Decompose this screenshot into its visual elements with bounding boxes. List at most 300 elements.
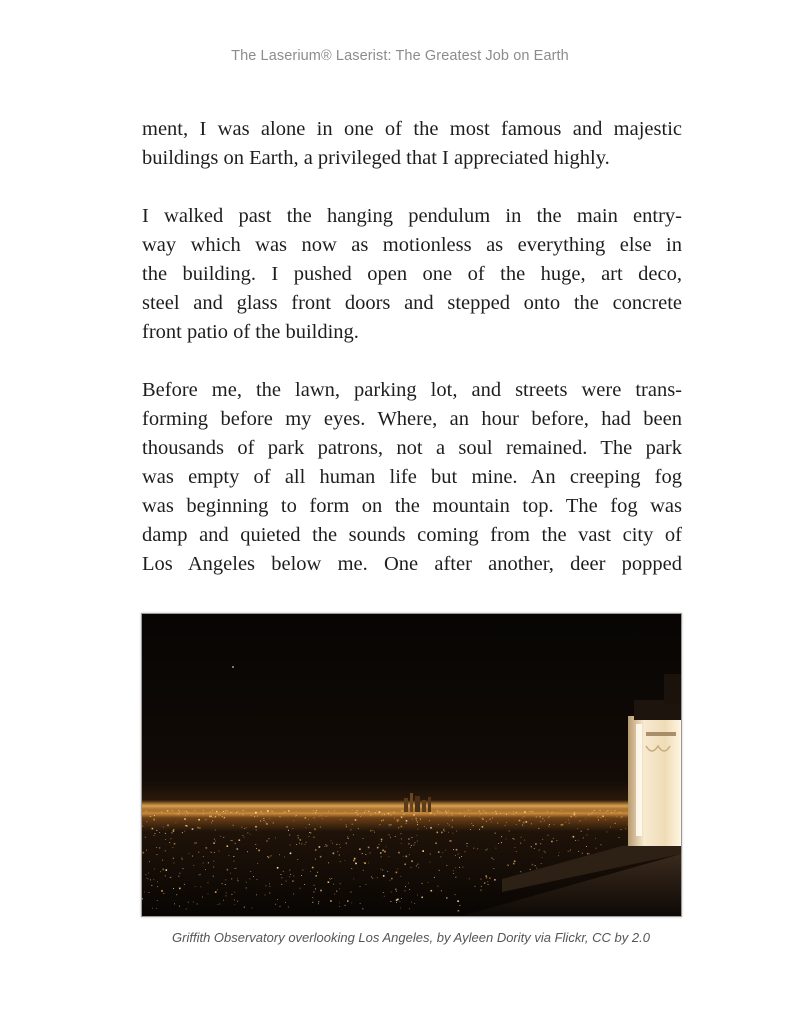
city-light: [173, 813, 174, 814]
city-light: [495, 833, 496, 834]
city-light: [426, 828, 427, 829]
city-light: [540, 816, 541, 817]
city-light: [421, 812, 422, 813]
city-light: [306, 842, 307, 843]
city-light: [578, 851, 579, 852]
city-light: [611, 812, 612, 813]
city-light: [178, 810, 179, 811]
city-light: [444, 831, 445, 832]
city-light: [289, 870, 290, 871]
city-light: [319, 816, 320, 817]
city-light: [343, 813, 344, 814]
city-light: [352, 824, 353, 825]
city-light: [379, 824, 380, 825]
city-light: [495, 811, 496, 812]
city-light: [464, 811, 465, 812]
city-light: [438, 824, 439, 825]
city-light: [269, 893, 270, 894]
city-light: [506, 822, 507, 823]
city-light: [568, 820, 569, 821]
city-light: [157, 854, 158, 855]
city-light: [466, 813, 467, 814]
city-light: [444, 829, 445, 830]
city-light: [556, 840, 557, 841]
city-light: [195, 843, 196, 844]
city-light: [481, 890, 482, 891]
city-light: [142, 826, 143, 827]
city-light: [445, 850, 446, 851]
city-light: [573, 836, 575, 838]
city-light: [404, 814, 405, 815]
city-light: [166, 869, 168, 871]
city-light: [492, 858, 493, 859]
city-light: [196, 810, 197, 811]
city-light: [542, 839, 543, 840]
city-light: [149, 861, 150, 862]
city-light: [493, 868, 494, 869]
city-light: [438, 851, 440, 853]
city-light: [208, 862, 209, 863]
city-light: [315, 812, 317, 814]
city-light: [377, 847, 379, 849]
city-light: [551, 813, 552, 814]
city-light: [394, 818, 395, 819]
city-light: [477, 848, 478, 849]
city-light: [197, 904, 198, 905]
city-light: [536, 868, 537, 869]
city-light: [459, 867, 460, 868]
city-light: [184, 884, 185, 885]
city-light: [381, 841, 382, 842]
city-light: [358, 828, 359, 829]
city-light: [183, 868, 184, 869]
city-light: [479, 816, 480, 817]
city-light: [281, 874, 282, 875]
city-light: [440, 812, 441, 813]
city-light: [505, 825, 506, 826]
city-light: [333, 853, 335, 855]
city-light: [203, 813, 204, 814]
city-light: [318, 901, 319, 902]
city-light: [179, 873, 180, 874]
city-light: [184, 831, 185, 832]
city-light: [418, 867, 419, 868]
city-light: [277, 899, 278, 900]
city-light: [432, 810, 433, 811]
city-light: [570, 816, 572, 818]
city-light: [260, 811, 262, 813]
city-light: [489, 819, 491, 821]
city-light: [331, 841, 332, 842]
city-light: [413, 814, 415, 816]
city-light: [145, 812, 146, 813]
city-light: [241, 827, 242, 828]
city-light: [475, 886, 476, 887]
city-light: [314, 828, 315, 829]
city-light: [154, 820, 155, 821]
city-light: [465, 851, 466, 852]
city-light: [441, 832, 443, 834]
city-light: [320, 827, 321, 828]
city-light: [179, 888, 181, 890]
city-light: [173, 810, 174, 811]
city-light: [481, 879, 482, 880]
city-light: [312, 813, 313, 814]
city-light: [395, 836, 396, 837]
city-light: [396, 899, 398, 901]
city-light: [471, 823, 472, 824]
city-light: [146, 811, 147, 812]
city-light: [473, 825, 474, 826]
city-light: [146, 878, 147, 879]
city-light: [406, 856, 408, 858]
city-light: [256, 894, 257, 895]
city-light: [574, 812, 576, 814]
city-light: [269, 886, 270, 887]
city-light: [312, 897, 313, 898]
city-light: [449, 841, 450, 842]
city-light: [282, 813, 283, 814]
city-light: [400, 908, 401, 909]
city-light: [150, 816, 151, 817]
city-light: [215, 891, 217, 893]
city-light: [406, 823, 407, 824]
city-light: [381, 856, 382, 857]
city-light: [372, 878, 373, 879]
city-light: [151, 885, 152, 886]
city-light: [580, 821, 581, 822]
city-light: [501, 842, 502, 843]
city-light: [464, 816, 465, 817]
text-line: buildings on Earth, a privileged that I appreciated highly.: [142, 147, 610, 169]
city-light: [405, 890, 406, 891]
city-light: [450, 840, 452, 842]
city-light: [198, 852, 199, 853]
city-light: [312, 902, 313, 903]
city-light: [446, 865, 447, 866]
city-light: [357, 810, 358, 811]
city-light: [621, 817, 622, 818]
city-light: [219, 904, 220, 905]
city-light: [416, 866, 417, 867]
city-light: [250, 834, 251, 835]
city-light: [526, 821, 528, 823]
city-light: [340, 819, 341, 820]
city-light: [232, 840, 233, 841]
city-light: [223, 811, 224, 812]
city-light: [401, 826, 403, 828]
city-light: [453, 870, 454, 871]
city-light: [372, 814, 373, 815]
city-light: [467, 846, 468, 847]
city-light: [489, 877, 491, 879]
city-light: [513, 811, 514, 812]
city-light: [577, 828, 578, 829]
city-light: [201, 886, 202, 887]
city-light: [298, 838, 299, 839]
city-light: [298, 835, 299, 836]
city-light: [408, 883, 409, 884]
city-light: [194, 810, 195, 811]
city-light: [255, 826, 257, 828]
city-light: [309, 836, 310, 837]
city-light: [599, 810, 600, 811]
city-light: [481, 886, 482, 887]
city-light: [568, 851, 569, 852]
city-light: [598, 819, 599, 820]
city-light: [404, 864, 406, 866]
city-light: [188, 902, 189, 903]
text-line: steel and glass front doors and stepped onto the concrete: [142, 292, 682, 314]
running-header: The Laserium® Laserist: The Greatest Job on Earth: [231, 48, 569, 64]
city-light: [269, 818, 270, 819]
city-light: [420, 818, 421, 819]
city-light: [549, 816, 550, 817]
city-light: [411, 845, 412, 846]
city-light: [382, 870, 383, 871]
city-light: [340, 813, 341, 814]
city-light: [353, 860, 355, 862]
city-light: [340, 847, 341, 848]
city-light: [322, 818, 323, 819]
city-light: [434, 877, 435, 878]
city-light: [410, 847, 411, 848]
city-light: [416, 835, 417, 836]
city-light: [315, 875, 317, 877]
city-light: [447, 823, 448, 824]
city-light: [442, 852, 443, 853]
city-light: [388, 813, 390, 815]
city-light: [286, 881, 287, 882]
city-light: [524, 816, 525, 817]
city-light: [332, 843, 333, 844]
city-light: [230, 873, 231, 874]
text-line: the building. I pushed open one of the huge, art deco,: [142, 263, 682, 285]
city-light: [616, 816, 617, 817]
city-light: [552, 812, 553, 813]
city-light: [212, 810, 213, 811]
city-light: [212, 820, 213, 821]
city-light: [156, 847, 157, 848]
city-light: [396, 891, 397, 892]
city-light: [264, 820, 265, 821]
city-light: [214, 839, 215, 840]
city-light: [473, 848, 474, 849]
city-light: [288, 907, 289, 908]
city-light: [561, 810, 562, 811]
city-light: [292, 880, 294, 882]
city-light: [396, 902, 397, 903]
city-light: [391, 824, 392, 825]
text-line: I walked past the hanging pendulum in the main entry-: [142, 205, 682, 227]
city-light: [542, 857, 543, 858]
city-light: [535, 865, 536, 866]
city-light: [501, 836, 502, 837]
city-light: [455, 867, 456, 868]
city-light: [493, 812, 495, 814]
city-light: [625, 811, 626, 812]
city-light: [243, 814, 244, 815]
city-light: [370, 830, 372, 832]
city-light: [280, 816, 281, 817]
city-light: [382, 850, 384, 852]
city-light: [329, 878, 330, 879]
city-light: [235, 843, 236, 844]
city-light: [429, 820, 430, 821]
city-light: [615, 810, 616, 811]
city-light: [354, 858, 356, 860]
city-light: [418, 829, 419, 830]
city-light: [333, 884, 334, 885]
city-light: [540, 821, 541, 822]
city-light: [210, 812, 211, 813]
city-light: [467, 843, 468, 844]
city-light: [193, 865, 194, 866]
city-light: [470, 829, 471, 830]
city-light: [263, 818, 264, 819]
city-light: [192, 828, 194, 830]
city-light: [390, 812, 391, 813]
city-light: [324, 846, 325, 847]
city-light: [146, 850, 147, 851]
city-light: [142, 898, 143, 899]
city-light: [228, 811, 229, 812]
city-light: [147, 821, 148, 822]
city-light: [479, 810, 481, 812]
city-light: [211, 852, 212, 853]
city-light: [295, 816, 296, 817]
city-light: [456, 849, 458, 851]
city-light: [356, 812, 357, 813]
city-light: [482, 826, 484, 828]
city-light: [607, 832, 608, 833]
city-light: [260, 821, 261, 822]
city-light: [236, 868, 237, 869]
city-light: [446, 813, 447, 814]
city-light: [277, 867, 279, 869]
city-light: [365, 810, 366, 811]
city-light: [227, 810, 229, 812]
city-light: [385, 847, 386, 848]
city-light: [310, 871, 311, 872]
city-light: [397, 819, 398, 820]
city-light: [225, 813, 226, 814]
city-light: [359, 848, 361, 850]
city-light: [364, 812, 365, 813]
city-light: [446, 812, 447, 813]
city-light: [530, 811, 531, 812]
city-light: [379, 844, 380, 845]
city-light: [441, 890, 442, 891]
city-light: [143, 852, 145, 854]
city-light: [232, 894, 233, 895]
city-light: [575, 816, 576, 817]
city-light: [312, 867, 314, 869]
city-light: [570, 849, 571, 850]
city-light: [391, 878, 393, 880]
city-light: [345, 905, 346, 906]
city-light: [452, 827, 453, 828]
city-light: [320, 856, 322, 858]
city-light: [182, 810, 183, 811]
city-light: [172, 832, 173, 833]
city-light: [346, 826, 347, 827]
city-light: [353, 834, 354, 835]
city-light: [505, 839, 506, 840]
city-light: [274, 813, 275, 814]
city-light: [455, 894, 456, 895]
city-light: [213, 867, 214, 868]
city-light: [300, 888, 301, 889]
city-light: [167, 810, 169, 812]
city-light: [234, 904, 235, 905]
city-light: [280, 906, 281, 907]
city-light: [305, 844, 306, 845]
city-light: [271, 855, 272, 856]
city-light: [173, 830, 175, 832]
city-light: [514, 847, 515, 848]
city-light: [541, 863, 542, 864]
city-light: [446, 897, 448, 899]
city-light: [619, 837, 620, 838]
photo-griffith-observatory: [141, 613, 682, 917]
city-light: [247, 851, 248, 852]
city-light: [222, 816, 223, 817]
city-light: [393, 812, 395, 814]
city-light: [524, 811, 526, 813]
city-light: [389, 824, 390, 825]
city-light: [398, 819, 400, 821]
city-light: [429, 862, 430, 863]
city-light: [178, 814, 179, 815]
city-light: [487, 881, 488, 882]
city-light: [290, 853, 292, 855]
city-light: [163, 827, 164, 828]
city-light: [213, 861, 214, 862]
city-light: [165, 833, 166, 834]
city-light: [487, 877, 488, 878]
city-light: [266, 840, 268, 842]
city-light: [383, 819, 385, 821]
city-light: [582, 853, 583, 854]
text-line: thousands of park patrons, not a soul remained. The park: [142, 437, 682, 459]
city-light: [337, 851, 338, 852]
city-light: [146, 874, 147, 875]
city-light: [287, 827, 288, 828]
city-light: [237, 901, 238, 902]
city-light: [403, 856, 404, 857]
city-light: [154, 869, 155, 870]
city-light: [559, 852, 560, 853]
city-light: [314, 892, 315, 893]
city-light: [611, 810, 612, 811]
city-light: [409, 889, 410, 890]
city-light: [339, 906, 340, 907]
city-light: [422, 850, 424, 852]
city-light: [340, 883, 341, 884]
city-light: [457, 900, 459, 902]
city-light: [161, 812, 162, 813]
city-light: [366, 884, 367, 885]
city-light: [215, 830, 216, 831]
city-light: [381, 839, 382, 840]
city-light: [156, 830, 157, 831]
city-light: [357, 814, 358, 815]
city-light: [296, 811, 297, 812]
city-light: [531, 823, 532, 824]
city-light: [223, 837, 224, 838]
city-light: [360, 816, 361, 817]
